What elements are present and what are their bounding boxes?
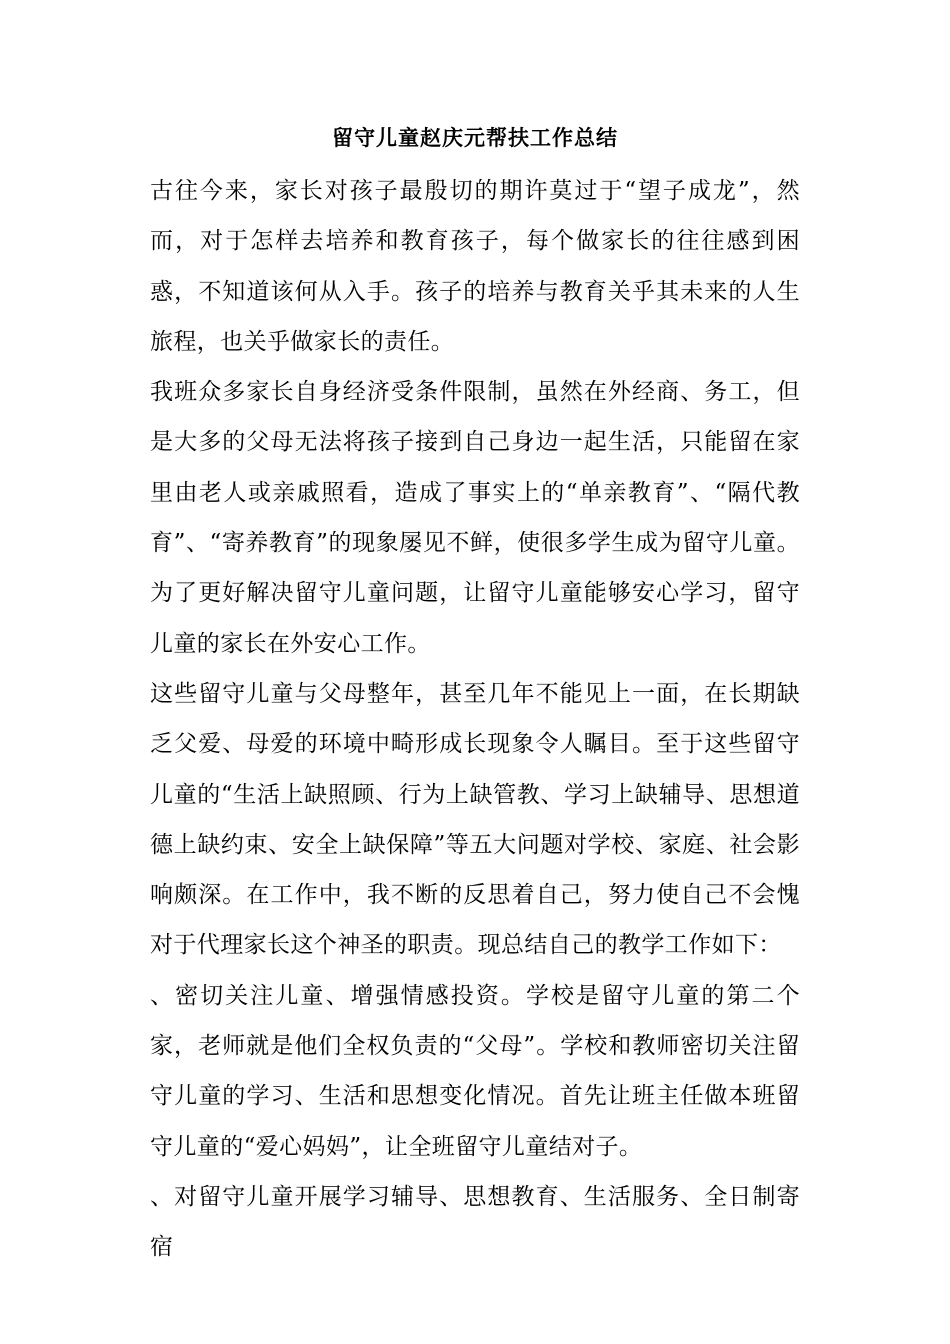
paragraph-2: 我班众多家长自身经济受条件限制，虽然在外经商、务工，但是大多的父母无法将孩子接到自己身边一起生活，只能留在家里由老人或亲戚照看，造成了事实上的“单亲教育”、“隔代教育”、“寄养教育”的现象屡见不鲜，使很多学生成为留守儿童。为了更好解决留守儿童问题，让留守儿童能够安心学习，留守儿童的家长在外安心工作。	[150, 379, 800, 657]
document-title: 留守儿童赵庆元帮扶工作总结	[332, 126, 618, 150]
paragraph-3: 这些留守儿童与父母整年，甚至几年不能见上一面，在长期缺乏父爱、母爱的环境中畸形成长现象令人瞩目。至于这些留守儿童的“生活上缺照顾、行为上缺管教、学习上缺辅导、思想道德上缺约束、安全上缺保障”等五大问题对学校、家庭、社会影响颇深。在工作中，我不断的反思着自己，努力使自己不会愧对于代理家长这个神圣的职责。现总结自己的教学工作如下：	[150, 680, 800, 959]
document-body	[150, 166, 800, 1273]
paragraph-4: 、密切关注儿童、增强情感投资。学校是留守儿童的第二个家，老师就是他们全权负责的“父母”。学校和教师密切关注留守儿童的学习、生活和思想变化情况。首先让班主任做本班留守儿童的“爱心妈妈”，让全班留守儿童结对子。	[150, 982, 800, 1160]
paragraph-5: 、对留守儿童开展学习辅导、思想教育、生活服务、全日制寄宿	[150, 1183, 800, 1261]
paragraph-1: 古往今来，家长对孩子最殷切的期许莫过于“望子成龙”，然而，对于怎样去培养和教育孩子，每个做家长的往往感到困惑，不知道该何从入手。孩子的培养与教育关乎其未来的人生旅程，也关乎做家长的责任。	[150, 178, 800, 355]
